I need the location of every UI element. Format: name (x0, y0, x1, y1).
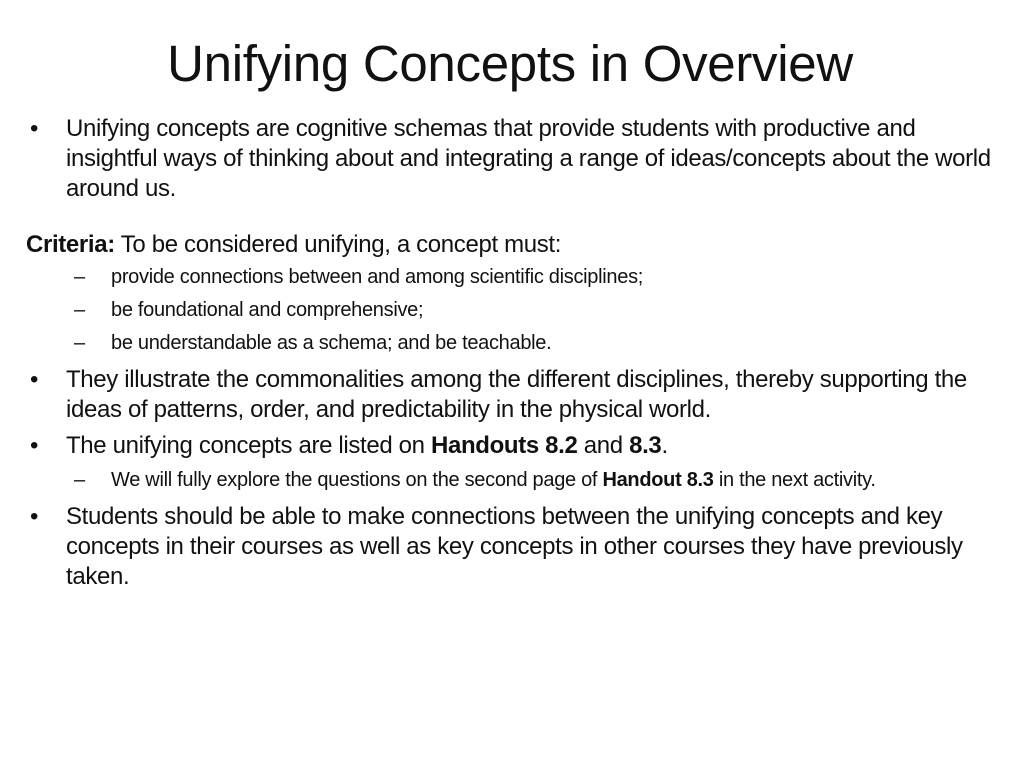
criteria-item (26, 264, 994, 291)
bullet-marker: • (30, 432, 39, 459)
bullet-marker: • (30, 503, 39, 530)
bullet-text: They illustrate the commonalities among the different disciplines, thereby supporting the ideas of patterns, order, and predictability in the physical world. (66, 366, 967, 423)
criteria-item-text: provide connections between and among scientific disciplines; (111, 266, 644, 288)
handout-sub-text-before: We will fully explore the questions on the second page of (111, 469, 603, 491)
criteria-label: Criteria: (26, 231, 115, 258)
bullet-marker: • (30, 366, 39, 393)
handouts-ref: Handouts 8.2 (430, 432, 578, 459)
handouts-text-end: . (661, 432, 668, 459)
handout-sub-item (26, 467, 994, 494)
dash-marker: – (74, 469, 85, 491)
handout-sub-text-after: in the next activity. (713, 469, 876, 491)
criteria-item (26, 297, 994, 324)
handout-83-ref: 8.3 (629, 432, 662, 459)
bullet-item-handouts (26, 431, 994, 461)
dash-marker: – (74, 332, 85, 354)
bullet-marker: • (30, 115, 39, 142)
criteria-item (26, 330, 994, 357)
slide-content (26, 114, 994, 592)
criteria-heading (26, 230, 994, 260)
bullet-text: Unifying concepts are cognitive schemas that provide students with productive and insightful ways of thinking about and integrating a range of ideas/concepts about the world around us. (66, 115, 991, 202)
dash-marker: – (74, 299, 85, 321)
slide-title: Unifying Concepts in Overview (167, 35, 853, 92)
bullet-item-connections (26, 502, 994, 592)
criteria-text: To be considered unifying, a concept must: (114, 231, 562, 258)
dash-marker: – (74, 266, 85, 288)
criteria-item-text: be foundational and comprehensive; (111, 299, 424, 321)
handout-sub-ref: Handout 8.3 (602, 469, 714, 491)
bullet-item-definition (26, 114, 994, 204)
bullet-text: Students should be able to make connections between the unifying concepts and key concepts in their courses as well as key concepts in other courses they have previously taken. (66, 503, 963, 590)
criteria-item-text: be understandable as a schema; and be teachable. (111, 332, 552, 354)
handouts-text-and: and (577, 432, 630, 459)
handouts-text-before: The unifying concepts are listed on (66, 432, 431, 459)
bullet-item-commonalities (26, 365, 994, 425)
